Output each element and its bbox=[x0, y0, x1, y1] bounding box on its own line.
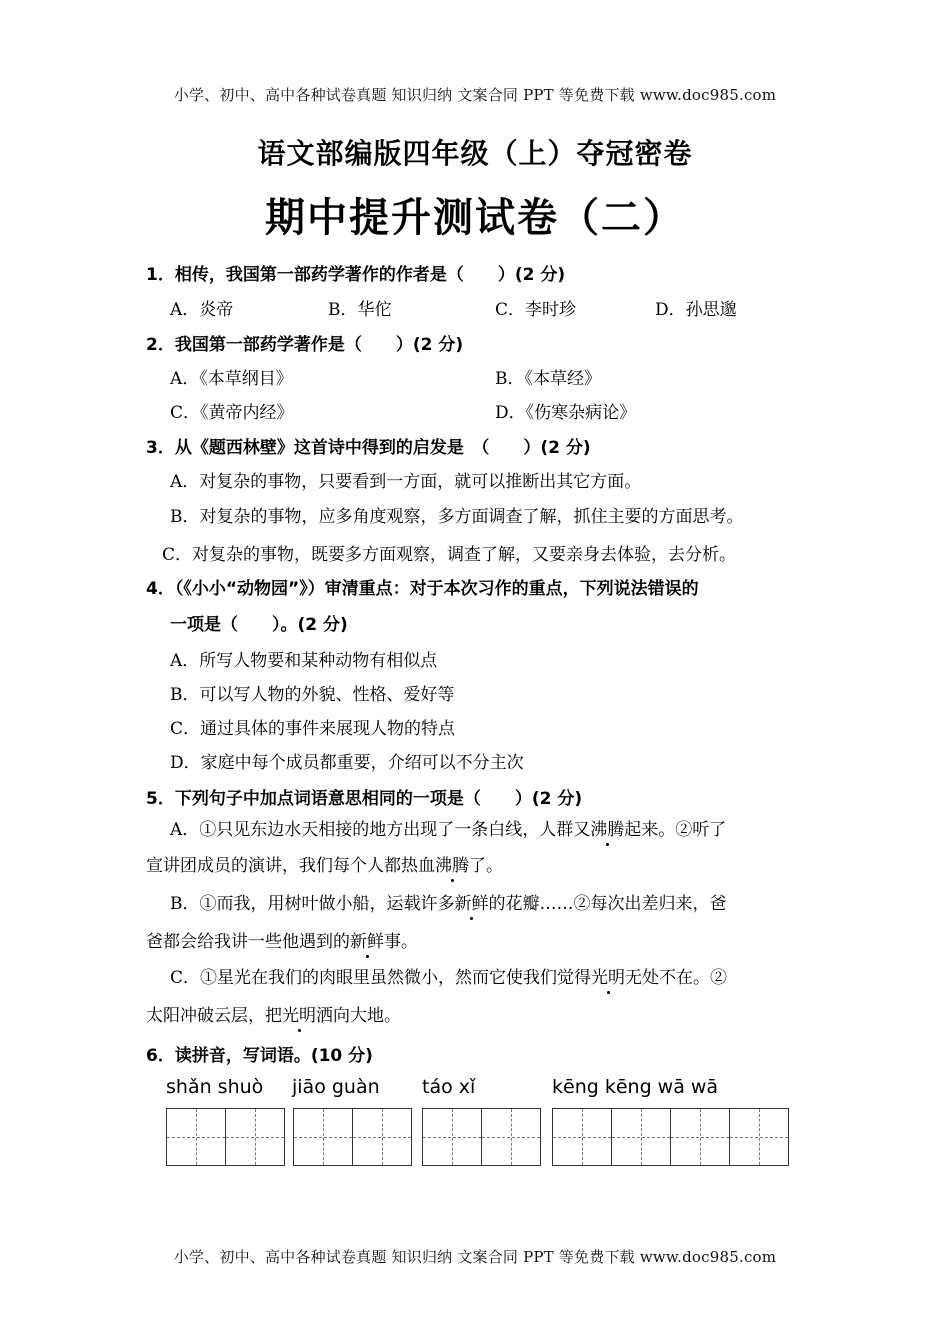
q5-c1-dotted-word: 光明 bbox=[591, 963, 625, 988]
q1-option-a: A．炎帝 bbox=[170, 300, 234, 320]
q5-option-a-line2 bbox=[146, 851, 503, 876]
q5-option-c-line2 bbox=[146, 1001, 401, 1026]
q5-option-a-line1 bbox=[170, 815, 726, 840]
question-2-stem: 2．我国第一部药学著作是（ ）(2 分) bbox=[146, 335, 464, 355]
q5-a1-dotted-word: 沸腾 bbox=[590, 815, 624, 840]
question-3-stem: 3．从《题西林壁》这首诗中得到的启发是 （ ）(2 分) bbox=[146, 438, 591, 458]
question-4-stem-line2: 一项是（ ）。(2 分) bbox=[170, 615, 348, 635]
pinyin-3: táo xǐ bbox=[422, 1076, 476, 1098]
q5-b1-text-post: 的花瓣……②每次出差归来，爸 bbox=[488, 894, 727, 914]
writing-cell[interactable] bbox=[166, 1108, 226, 1166]
q5-b2-dotted-word: 新鲜 bbox=[350, 927, 384, 952]
q3-option-c: C．对复杂的事物，既要多方面观察，调查了解，又要亲身去体验，去分析。 bbox=[162, 545, 737, 565]
question-6-stem: 6．读拼音，写词语。(10 分) bbox=[146, 1046, 373, 1066]
q4-option-c: C．通过具体的事件来展现人物的特点 bbox=[170, 719, 456, 739]
page-footer: 小学、初中、高中各种试卷真题 知识归纳 文案合同 PPT 等免费下载 www.doc985.com bbox=[173, 1248, 777, 1266]
q5-option-b-line1 bbox=[170, 889, 727, 914]
answer-grid-1[interactable] bbox=[166, 1108, 284, 1166]
q5-option-c-line1 bbox=[170, 963, 727, 988]
q5-a1-text-pre: A．①只见东边水天相接的地方出现了一条白线，人群又 bbox=[170, 820, 591, 840]
answer-grid-2[interactable] bbox=[293, 1108, 411, 1166]
q2-option-a: A．《本草纲目》 bbox=[170, 369, 293, 389]
writing-cell[interactable] bbox=[611, 1108, 671, 1166]
writing-cell[interactable] bbox=[352, 1108, 412, 1166]
q4-option-d: D．家庭中每个成员都重要，介绍可以不分主次 bbox=[170, 753, 524, 773]
page-header: 小学、初中、高中各种试卷真题 知识归纳 文案合同 PPT 等免费下载 www.doc985.com bbox=[173, 86, 777, 104]
q2-option-b: B．《本草经》 bbox=[495, 369, 601, 389]
answer-grid-3[interactable] bbox=[422, 1108, 540, 1166]
writing-cell[interactable] bbox=[293, 1108, 353, 1166]
exam-series-title: 语文部编版四年级（上）夺冠密卷 bbox=[257, 137, 693, 170]
q5-c2-text-pre: 太阳冲破云层，把 bbox=[146, 1006, 282, 1026]
writing-cell[interactable] bbox=[729, 1108, 789, 1166]
q5-a2-dotted-word: 沸腾 bbox=[435, 851, 469, 876]
question-4-stem-line1: 4．（《小小“动物园”》）审清重点：对于本次习作的重点，下列说法错误的 bbox=[146, 579, 699, 599]
writing-cell[interactable] bbox=[422, 1108, 482, 1166]
question-1-stem: 1．相传，我国第一部药学著作的作者是（ ）(2 分) bbox=[146, 265, 566, 285]
q1-option-d: D．孙思邈 bbox=[655, 300, 737, 320]
q5-b2-text-pre: 爸都会给我讲一些他遇到的 bbox=[146, 932, 350, 952]
q5-c1-text-post: 无处不在。② bbox=[625, 968, 728, 988]
q2-option-d: D．《伤寒杂病论》 bbox=[495, 403, 637, 423]
q5-option-b-line2 bbox=[146, 927, 418, 952]
answer-grid-4[interactable] bbox=[552, 1108, 788, 1166]
q5-c2-text-post: 洒向大地。 bbox=[316, 1006, 401, 1026]
q5-b2-text-post: 事。 bbox=[384, 932, 418, 952]
q1-option-b: B．华佗 bbox=[328, 300, 392, 320]
q5-a2-text-pre: 宣讲团成员的演讲，我们每个人都热血 bbox=[146, 856, 435, 876]
pinyin-1: shǎn shuò bbox=[166, 1076, 264, 1098]
writing-cell[interactable] bbox=[481, 1108, 541, 1166]
q5-b1-dotted-word: 新鲜 bbox=[455, 889, 489, 914]
q5-c1-text-pre: C．①星光在我们的肉眼里虽然微小，然而它使我们觉得 bbox=[170, 968, 592, 988]
q4-option-a: A．所写人物要和某种动物有相似点 bbox=[170, 651, 438, 671]
exam-title: 期中提升测试卷（二） bbox=[265, 195, 685, 241]
pinyin-4: kēng kēng wā wā bbox=[552, 1076, 719, 1098]
q3-option-a: A．对复杂的事物，只要看到一方面，就可以推断出其它方面。 bbox=[170, 472, 642, 492]
q3-option-b: B．对复杂的事物，应多角度观察，多方面调查了解，抓住主要的方面思考。 bbox=[170, 507, 744, 527]
q1-option-c: C．李时珍 bbox=[495, 300, 577, 320]
q5-a2-text-post: 了。 bbox=[469, 856, 503, 876]
writing-cell[interactable] bbox=[552, 1108, 612, 1166]
q2-option-c: C．《黄帝内经》 bbox=[170, 403, 294, 423]
q5-c2-dotted-word: 光明 bbox=[282, 1001, 316, 1026]
q4-option-b: B．可以写人物的外貌、性格、爱好等 bbox=[170, 685, 455, 705]
writing-cell[interactable] bbox=[670, 1108, 730, 1166]
question-5-stem: 5．下列句子中加点词语意思相同的一项是（ ）(2 分) bbox=[146, 789, 583, 809]
writing-cell[interactable] bbox=[225, 1108, 285, 1166]
q5-a1-text-post: 起来。②听了 bbox=[624, 820, 727, 840]
pinyin-2: jiāo guàn bbox=[292, 1076, 380, 1098]
q5-b1-text-pre: B．①而我，用树叶做小船，运载许多 bbox=[170, 894, 455, 914]
